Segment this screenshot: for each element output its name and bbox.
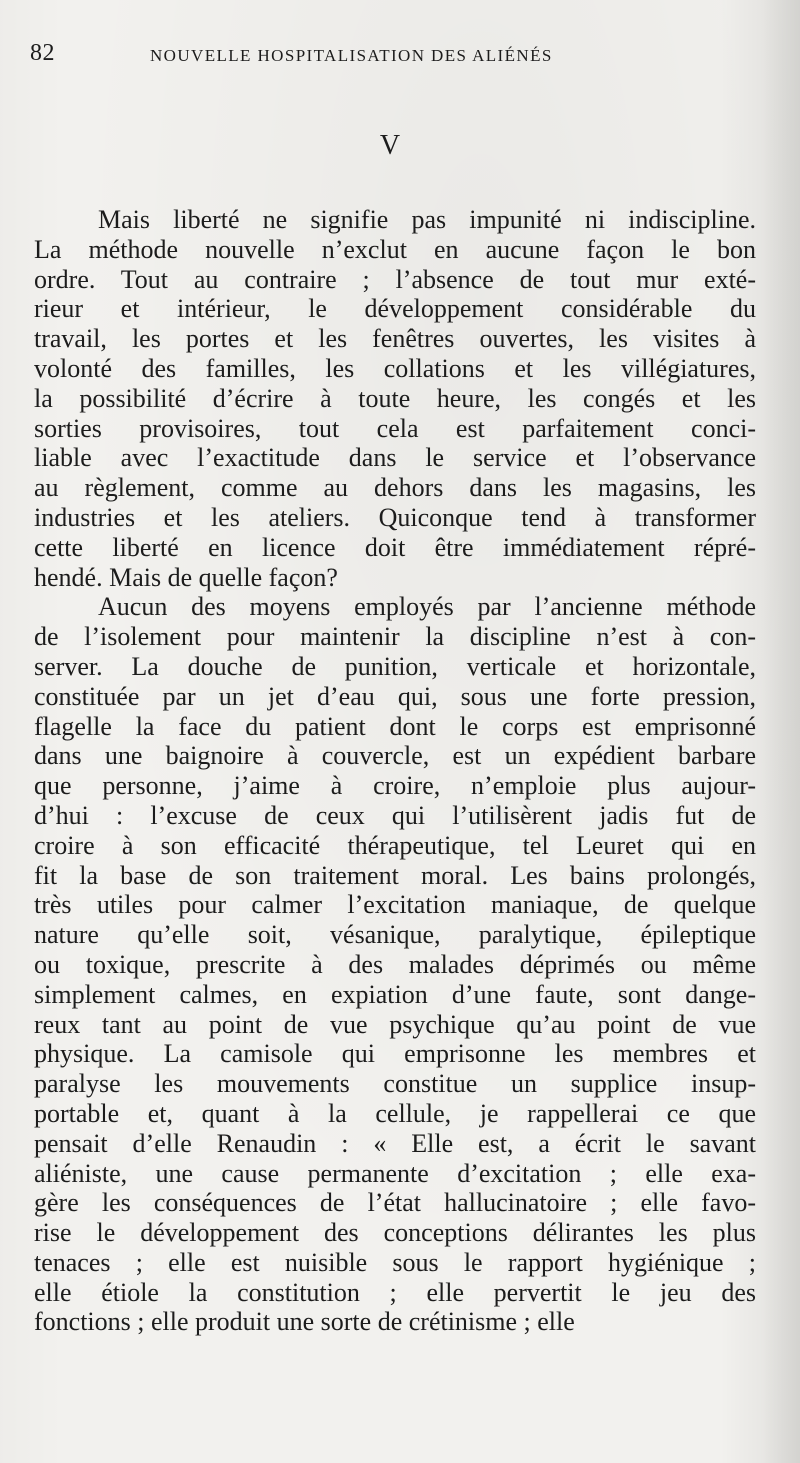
text-line: pensait d’elle Renaudin : « Elle est, a écrit le savant <box>34 1128 756 1158</box>
text-line: tenaces ; elle est nuisible sous le rapport hygiénique ; <box>34 1247 756 1277</box>
text-line: nature qu’elle soit, vésanique, paralytique, épileptique <box>34 920 756 950</box>
text-line: de l’isolement pour maintenir la discipline n’est à con- <box>34 622 756 652</box>
text-line: aliéniste, une cause permanente d’excitation ; elle exa- <box>34 1158 756 1188</box>
page-number: 82 <box>30 40 55 66</box>
text-line: rieur et intérieur, le développement considérable du <box>34 294 756 324</box>
text-line: simplement calmes, en expiation d’une faute, sont dange- <box>34 979 756 1009</box>
text-line: Mais liberté ne signifie pas impunité ni indiscipline. <box>98 205 756 234</box>
text-line: la possibilité d’écrire à toute heure, les congés et les <box>34 383 756 413</box>
section-heading: V <box>379 130 401 161</box>
text-line: ou toxique, prescrite à des malades déprimés ou même <box>34 949 756 979</box>
text-line: portable et, quant à la cellule, je rappellerai ce que <box>34 1098 756 1128</box>
running-title: NOUVELLE HOSPITALISATION DES ALIÉNÉS <box>150 46 553 65</box>
text-line: au règlement, comme au dehors dans les magasins, les <box>34 473 756 503</box>
text-line: La méthode nouvelle n’exclut en aucune façon le bon <box>34 234 756 264</box>
text-line: fit la base de son traitement moral. Les bains prolongés, <box>34 860 756 890</box>
page-header <box>30 40 760 70</box>
page-edge-shadow <box>762 0 800 1463</box>
paragraph-1 <box>34 205 756 592</box>
text-line: server. La douche de punition, verticale et horizontale, <box>34 651 756 681</box>
text-line: rise le développement des conceptions délirantes les plus <box>34 1218 756 1248</box>
text-line: cette liberté en licence doit être immédiatement répré- <box>34 532 756 562</box>
text-line: Aucun des moyens employés par l’ancienne méthode <box>98 592 756 622</box>
text-line: que personne, j’aime à croire, n’emploie plus aujour- <box>34 771 756 801</box>
text-line: flagelle la face du patient dont le corps est emprisonné <box>34 711 756 741</box>
text-line: paralyse les mouvements constitue un supplice insup- <box>34 1069 756 1099</box>
text-line: liable avec l’exactitude dans le service et l’observance <box>34 443 756 473</box>
text-line: sorties provisoires, tout cela est parfaitement conci- <box>34 413 756 443</box>
text-line: industries et les ateliers. Quiconque tend à transformer <box>34 502 756 532</box>
text-line: ordre. Tout au contraire ; l’absence de tout mur exté- <box>34 264 756 294</box>
text-line: volonté des familles, les collations et les villégiatures, <box>34 353 756 383</box>
text-line: fonctions ; elle produit une sorte de crétinisme ; elle <box>34 1307 575 1337</box>
text-line: physique. La camisole qui emprisonne les membres et <box>34 1039 756 1069</box>
body-text <box>34 205 756 1337</box>
text-line: dans une baignoire à couvercle, est un expédient barbare <box>34 741 756 771</box>
text-line: très utiles pour calmer l’excitation maniaque, de quelque <box>34 890 756 920</box>
text-line: constituée par un jet d’eau qui, sous une forte pression, <box>34 681 756 711</box>
text-line: reux tant au point de vue psychique qu’au point de vue <box>34 1009 756 1039</box>
text-line: croire à son efficacité thérapeutique, tel Leuret qui en <box>34 830 756 860</box>
text-line: elle étiole la constitution ; elle pervertit le jeu des <box>34 1277 756 1307</box>
paragraph-2 <box>34 592 756 1337</box>
text-line: travail, les portes et les fenêtres ouvertes, les visites à <box>34 324 756 354</box>
text-line: gère les conséquences de l’état hallucinatoire ; elle favo- <box>34 1188 756 1218</box>
text-line: d’hui : l’excuse de ceux qui l’utilisèrent jadis fut de <box>34 800 756 830</box>
text-line: hendé. Mais de quelle façon? <box>34 562 338 592</box>
